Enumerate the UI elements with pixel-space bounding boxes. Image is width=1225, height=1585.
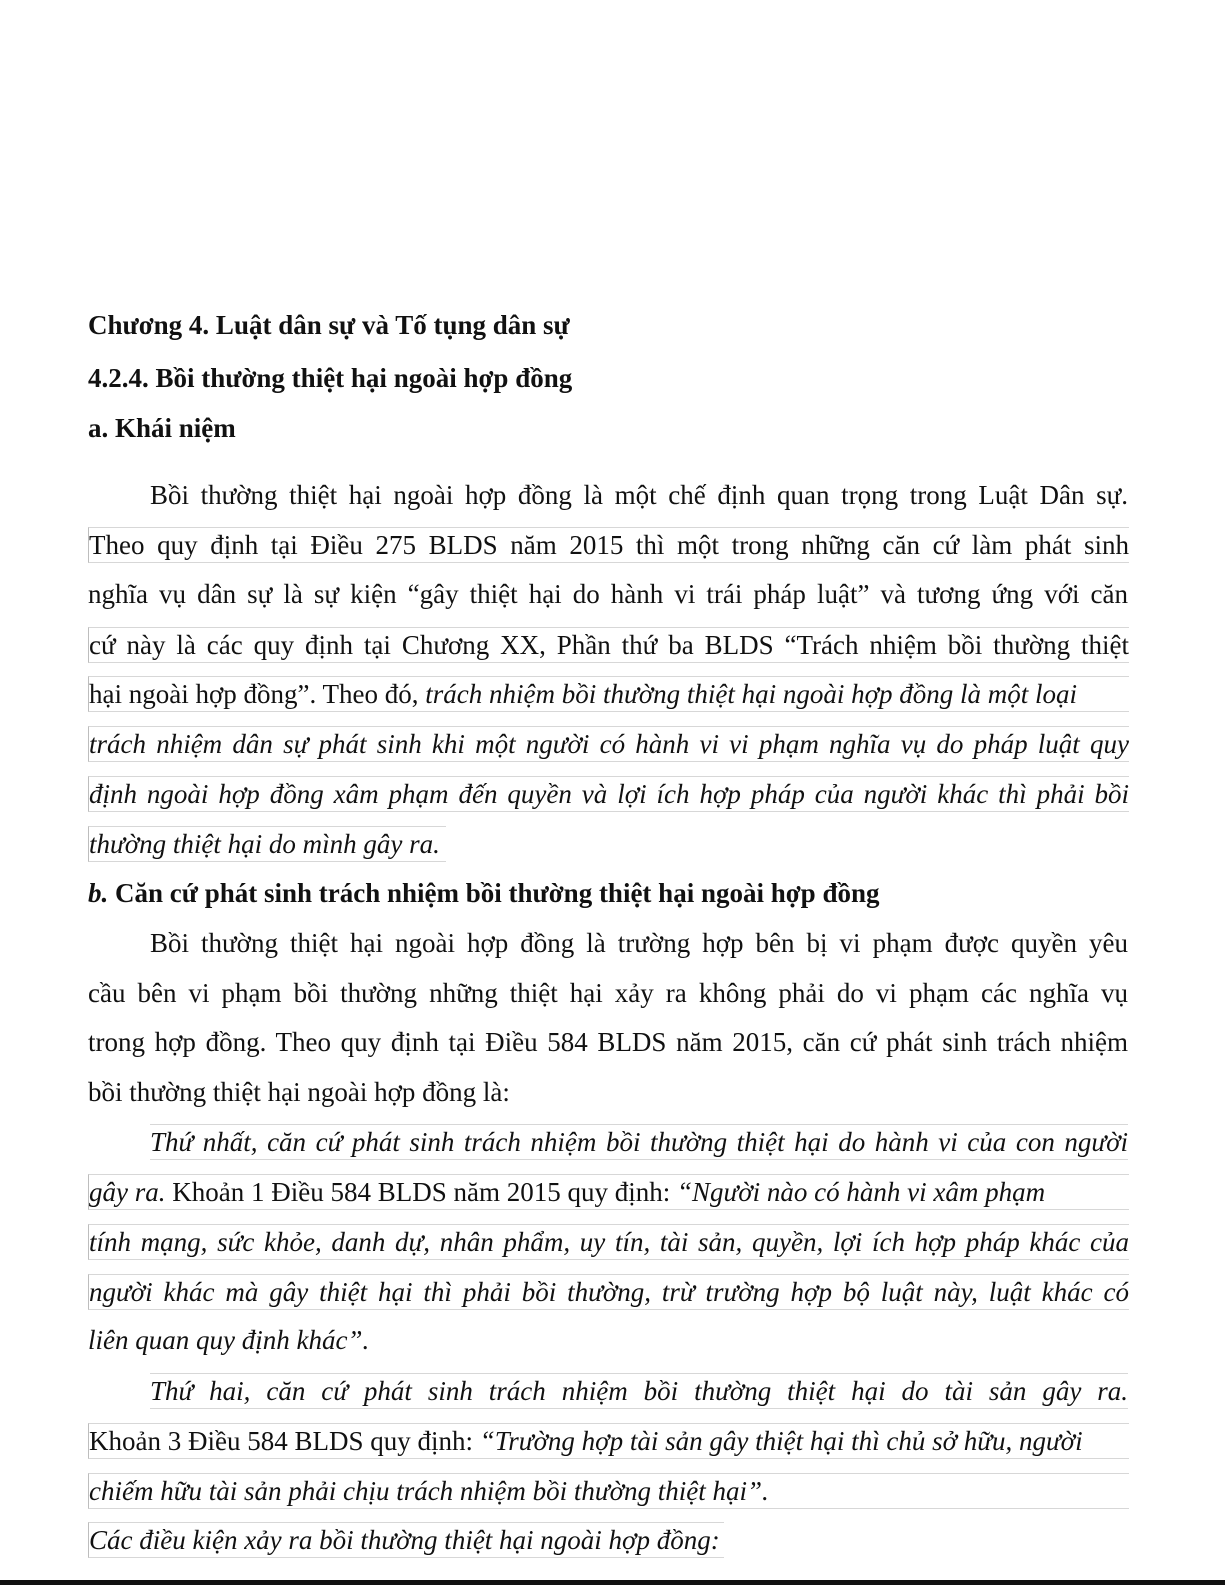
para-a-line-2: Theo quy định tại Điều 275 BLDS năm 2015 thì một trong những căn cứ làm phát sinh (88, 527, 1129, 563)
para-a-line-8: thường thiệt hại do mình gây ra. (88, 826, 446, 862)
para-a-line-6: trách nhiệm dân sự phát sinh khi một người có hành vi vi phạm nghĩa vụ do pháp luật quy (88, 726, 1129, 762)
first-basis-line-2 (88, 1174, 1129, 1210)
second-basis-line-2 (88, 1423, 1129, 1459)
para-a-line-5 (88, 676, 1129, 712)
para-b-line-1: Bồi thường thiệt hại ngoài hợp đồng là trường hợp bên bị vi phạm được quyền yêu (150, 928, 1128, 958)
chapter-title: Chương 4. Luật dân sự và Tố tụng dân sự (88, 310, 570, 340)
subsection-b-prefix: b. (88, 878, 109, 908)
para-a-line-4: cứ này là các quy định tại Chương XX, Phần thứ ba BLDS “Trách nhiệm bồi thường thiệt (88, 627, 1129, 663)
conditions-line: Các điều kiện xảy ra bồi thường thiệt hại ngoài hợp đồng: (88, 1522, 724, 1558)
para-a-line-3: nghĩa vụ dân sự là sự kiện “gây thiệt hại do hành vi trái pháp luật” và tương ứng với căn (88, 579, 1128, 609)
second-basis-citation: Khoản 3 Điều 584 BLDS quy định: (89, 1426, 480, 1456)
second-basis-line-1: Thứ hai, căn cứ phát sinh trách nhiệm bồi thường thiệt hại do tài sản gây ra. (150, 1373, 1128, 1409)
first-basis-line-5: liên quan quy định khác”. (88, 1325, 370, 1355)
first-basis-lead-end: gây ra. (89, 1177, 166, 1207)
first-basis-line-1: Thứ nhất, căn cứ phát sinh trách nhiệm bồi thường thiệt hại do hành vi của con người (150, 1124, 1128, 1160)
subsection-b-title (88, 876, 879, 910)
para-b-line-4: bồi thường thiệt hại ngoài hợp đồng là: (88, 1077, 510, 1107)
second-basis-quote-start: “Trường hợp tài sản gây thiệt hại thì chủ sở hữu, người (479, 1426, 1083, 1456)
para-b-line-2: cầu bên vi phạm bồi thường những thiệt hại xảy ra không phải do vi phạm các nghĩa vụ (88, 978, 1128, 1008)
first-basis-quote-start: “Người nào có hành vi xâm phạm (676, 1177, 1046, 1207)
page-bottom-rule (0, 1580, 1225, 1585)
subsection-a-title: a. Khái niệm (88, 413, 236, 443)
para-a-line-5-italic: trách nhiệm bồi thường thiệt hại ngoài hợp đồng là một loại (425, 679, 1078, 709)
para-b-line-3: trong hợp đồng. Theo quy định tại Điều 584 BLDS năm 2015, căn cứ phát sinh trách nhiệm (88, 1027, 1128, 1057)
first-basis-line-4: người khác mà gây thiệt hại thì phải bồi thường, trừ trường hợp bộ luật này, luật khác có (88, 1274, 1129, 1310)
first-basis-line-3: tính mạng, sức khỏe, danh dự, nhân phẩm, uy tín, tài sản, quyền, lợi ích hợp pháp khác của (88, 1224, 1129, 1260)
para-a-line-1: Bồi thường thiệt hại ngoài hợp đồng là một chế định quan trọng trong Luật Dân sự. (150, 480, 1128, 510)
section-title: 4.2.4. Bồi thường thiệt hại ngoài hợp đồng (88, 363, 573, 393)
subsection-b-text: Căn cứ phát sinh trách nhiệm bồi thường thiệt hại ngoài hợp đồng (108, 878, 880, 908)
para-a-line-5-normal: hại ngoài hợp đồng”. Theo đó, (89, 679, 426, 709)
second-basis-line-3: chiếm hữu tài sản phải chịu trách nhiệm bồi thường thiệt hại”. (88, 1473, 1129, 1509)
para-a-line-7: định ngoài hợp đồng xâm phạm đến quyền và lợi ích hợp pháp của người khác thì phải bồi (88, 776, 1129, 812)
first-basis-citation: Khoản 1 Điều 584 BLDS năm 2015 quy định: (165, 1177, 677, 1207)
